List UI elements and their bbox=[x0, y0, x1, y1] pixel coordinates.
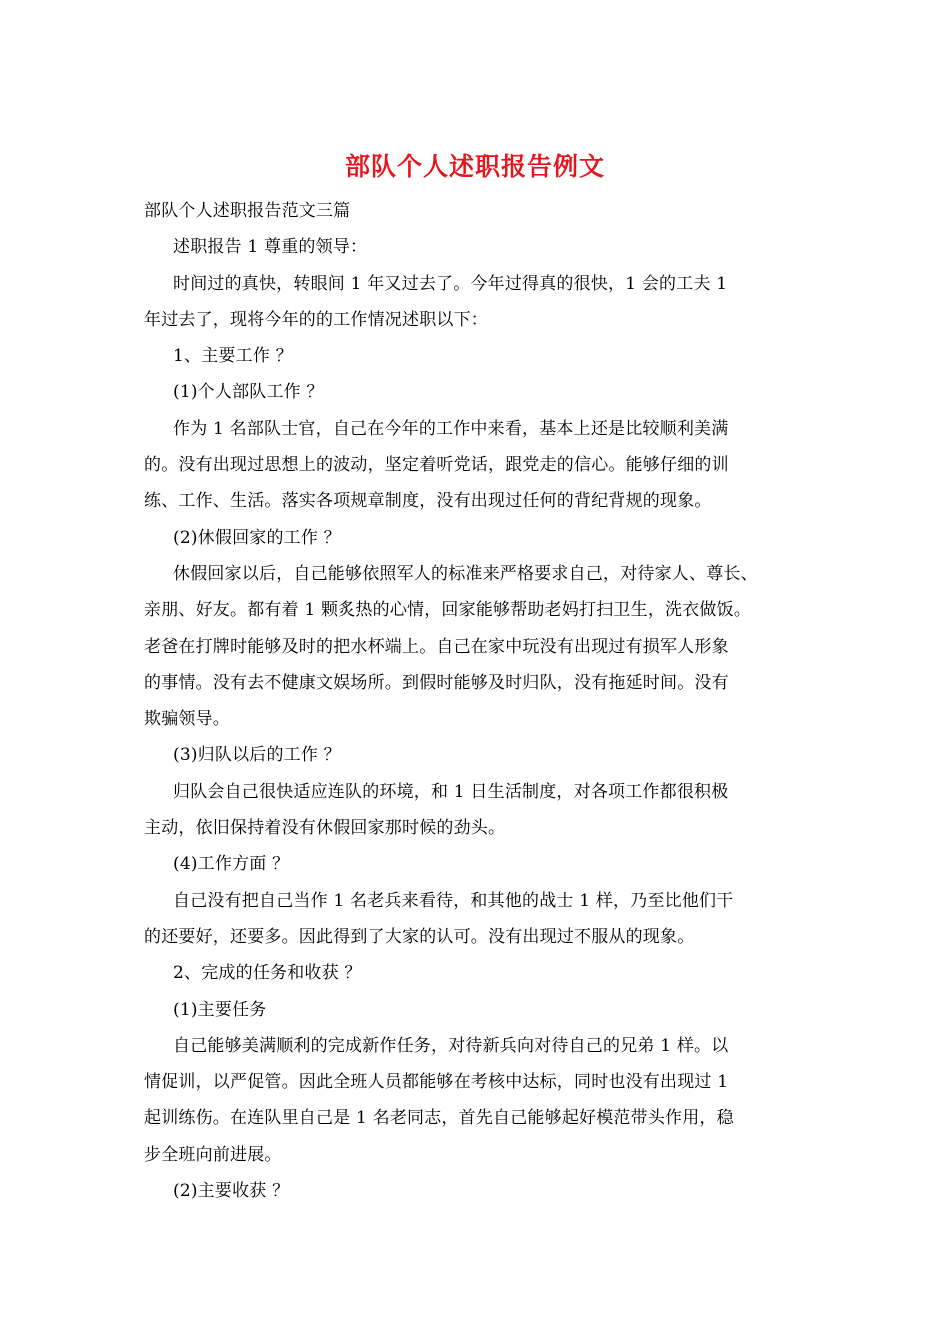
text-line: 自己没有把自己当作 1 名老兵来看待，和其他的战士 1 样，乃至比他们干 bbox=[173, 890, 734, 911]
text-line: 1、主要工作 ？ bbox=[173, 346, 293, 367]
text-line: 的。没有出现过思想上的波动，坚定着听党话，跟党走的信心。能够仔细的训 bbox=[144, 455, 729, 476]
text-line: 归队会自己很快适应连队的环境，和 1 日生活制度，对各项工作都很积极 bbox=[173, 781, 729, 802]
text-line: 欺骗领导。 bbox=[144, 709, 230, 730]
text-line: 步全班向前进展。 bbox=[144, 1144, 282, 1165]
text-line: 起训练伤。在连队里自己是 1 名老同志，首先自己能够起好模范带头作用，稳 bbox=[144, 1108, 734, 1129]
text-line: 亲朋、好友。都有着 1 颗炙热的心情，回家能够帮助老妈打扫卫生，洗衣做饭。 bbox=[144, 600, 752, 621]
text-line: 作为 1 名部队士官，自己在今年的工作中来看，基本上还是比较顺利美满 bbox=[173, 418, 729, 439]
text-line: 的还要好，还要多。因此得到了大家的认可。没有出现过不服从的现象。 bbox=[144, 926, 695, 947]
text-line: 时间过的真快，转眼间 1 年又过去了。今年过得真的很快，1 会的工夫 1 bbox=[173, 273, 728, 294]
text-line: (2)主要收获 ？ bbox=[173, 1181, 290, 1202]
text-line: 情促训，以严促管。因此全班人员都能够在考核中达标，同时也没有出现过 1 bbox=[144, 1072, 729, 1093]
text-line: (4)工作方面 ？ bbox=[173, 854, 290, 875]
text-line: (1)个人部队工作 ？ bbox=[173, 382, 324, 403]
document-body bbox=[144, 193, 809, 1209]
text-line: 述职报告 1 尊重的领导： bbox=[173, 237, 368, 258]
text-line: 老爸在打牌时能够及时的把水杯端上。自己在家中玩没有出现过有损军人形象 bbox=[144, 636, 729, 657]
text-line: 的事情。没有去不健康文娱场所。到假时能够及时归队，没有拖延时间。没有 bbox=[144, 672, 729, 693]
text-line: 部队个人述职报告范文三篇 bbox=[144, 201, 351, 221]
text-line: 2、完成的任务和收获 ？ bbox=[173, 963, 362, 984]
text-line: 休假回家以后，自己能够依照军人的标准来严格要求自己，对待家人、尊长、 bbox=[173, 563, 758, 584]
text-line: 练、工作、生活。落实各项规章制度，没有出现过任何的背纪背规的现象。 bbox=[144, 491, 712, 512]
text-line: (3)归队以后的工作 ？ bbox=[173, 745, 341, 766]
text-line: (1)主要任务 bbox=[173, 999, 267, 1020]
text-line: 自己能够美满顺利的完成新作任务，对待新兵向对待自己的兄弟 1 样。以 bbox=[173, 1035, 729, 1056]
text-line: 年过去了，现将今年的的工作情况述职以下： bbox=[144, 309, 488, 330]
text-line: 主动，依旧保持着没有休假回家那时候的劲头。 bbox=[144, 818, 506, 839]
text-line: (2)休假回家的工作 ？ bbox=[173, 527, 341, 548]
document-title: 部队个人述职报告例文 bbox=[344, 152, 605, 181]
